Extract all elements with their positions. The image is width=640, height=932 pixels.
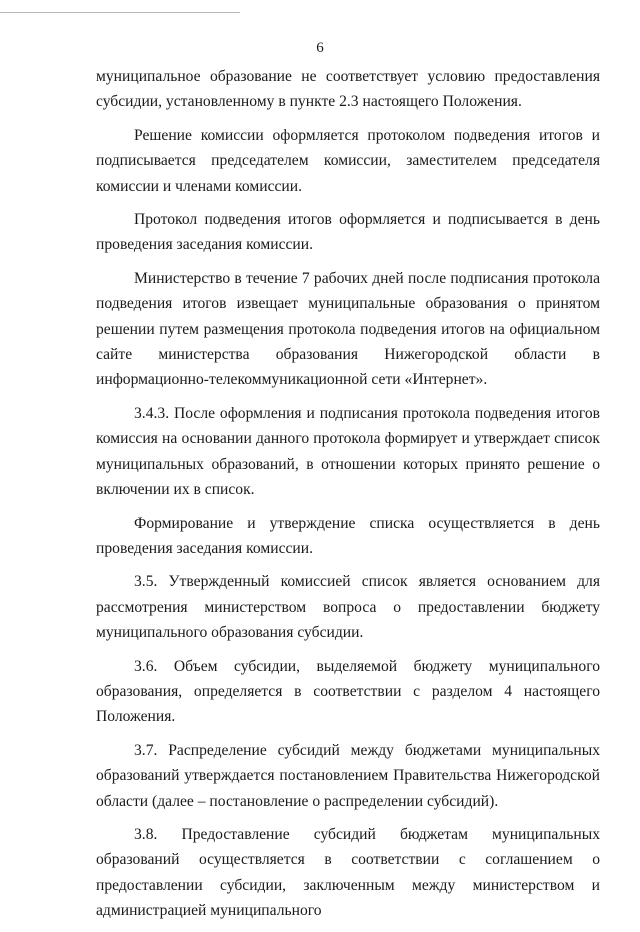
paragraph-protocol-signing: Протокол подведения итогов оформляется и подписывается в день проведения заседания комиссии. — [96, 211, 600, 254]
paragraph-list-formation: Формирование и утверждение списка осуществляется в день проведения заседания комиссии. — [96, 514, 600, 557]
paragraph-3-6: 3.6. Объем субсидии, выделяемой бюджету муниципального образования, определяется в соответствии с разделом 4 настоящего Положения. — [96, 657, 600, 726]
page-number: 6 — [316, 40, 324, 56]
paragraph-3-8: 3.8. Предоставление субсидий бюджетам муниципальных образований осуществляется в соответствии с соглашением о предоставлении субсидии, заключенным между министерством и администрацией муниципального — [96, 825, 600, 920]
paragraph-3-7: 3.7. Распределение субсидий между бюджетами муниципальных образований утверждается постановлением Правительства Нижегородской области (далее – постановление о распределении субсидий). — [96, 741, 600, 810]
paragraph-3-5: 3.5. Утвержденный комиссией список является основанием для рассмотрения министерством вопроса о предоставлении бюджету муниципального образования субсидии. — [96, 573, 600, 642]
paragraph-continuation: муниципальное образование не соответствует условию предоставления субсидии, установленному в пункте 2.3 настоящего Положения. — [96, 68, 600, 111]
top-scan-rule — [0, 12, 240, 13]
paragraph-ministry-notice: Министерство в течение 7 рабочих дней после подписания протокола подведения итогов извещает муниципальные образования о принятом решении путем размещения протокола подведения итогов на официальном сайте министерства образования Нижегородской области в информационно-телекоммуникационной сети «Интернет». — [96, 269, 600, 389]
document-body — [96, 64, 600, 932]
paragraph-commission-decision: Решение комиссии оформляется протоколом подведения итогов и подписывается председателем комиссии, заместителем председателя комиссии и членами комиссии. — [96, 126, 600, 195]
paragraph-3-4-3: 3.4.3. После оформления и подписания протокола подведения итогов комиссия на основании данного протокола формирует и утверждает список муниципальных образований, в отношении которых принято решение о включении их в список. — [96, 404, 600, 499]
